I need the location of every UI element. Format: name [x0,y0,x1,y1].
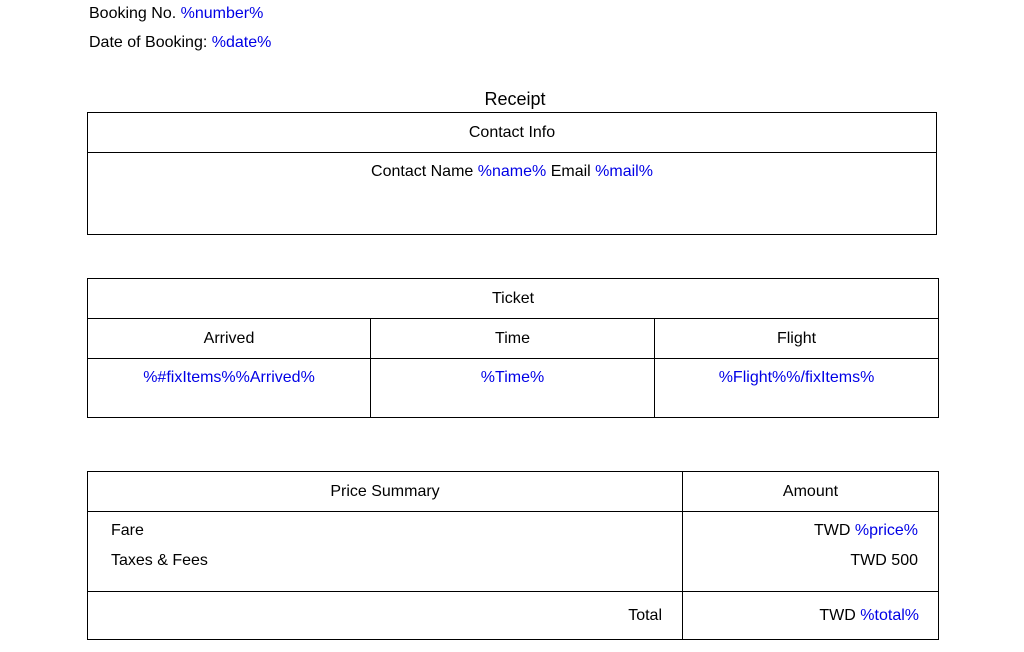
ticket-column-flight: Flight [655,319,939,359]
taxes-fees-value: 500 [891,552,918,569]
ticket-table [87,278,939,418]
contact-info-table [87,112,937,235]
amount-header: Amount [683,472,939,512]
price-item-amounts [683,512,939,592]
table-row [88,359,939,418]
taxes-fees-label: Taxes & Fees [111,552,208,569]
price-summary-table [87,471,939,640]
fare-value: %price% [854,522,918,539]
contact-info-body [88,153,937,235]
booking-number [89,5,263,23]
email-label: Email [550,163,591,180]
ticket-column-time: Time [371,319,655,359]
booking-number-value: %number% [180,5,264,22]
booking-number-label: Booking No. [89,5,177,22]
ticket-column-arrived: Arrived [88,319,371,359]
email-value: %mail% [595,163,653,180]
price-item-labels [88,512,683,592]
ticket-header: Ticket [88,279,939,319]
total-value: %total% [860,606,919,624]
contact-name-label: Contact Name [371,163,474,180]
total-label: Total [88,592,683,640]
fare-amount [683,522,918,540]
ticket-cell-time: %Time% [371,359,655,418]
fare-label: Fare [111,522,144,539]
total-currency: TWD [819,606,856,624]
booking-date-value: %date% [211,34,272,51]
ticket-cell-arrived: %#fixItems%%Arrived% [88,359,371,418]
ticket-cell-flight: %Flight%%/fixItems% [655,359,939,418]
fare-currency: TWD [813,522,851,539]
taxes-fees-currency: TWD [850,552,887,569]
booking-date-label: Date of Booking: [89,34,208,51]
contact-info-header: Contact Info [88,113,937,153]
price-summary-header: Price Summary [88,472,683,512]
receipt-title: Receipt [484,89,546,109]
total-amount [683,592,939,640]
booking-date [89,34,271,52]
taxes-fees-amount [683,552,918,570]
contact-name-value: %name% [477,163,547,180]
